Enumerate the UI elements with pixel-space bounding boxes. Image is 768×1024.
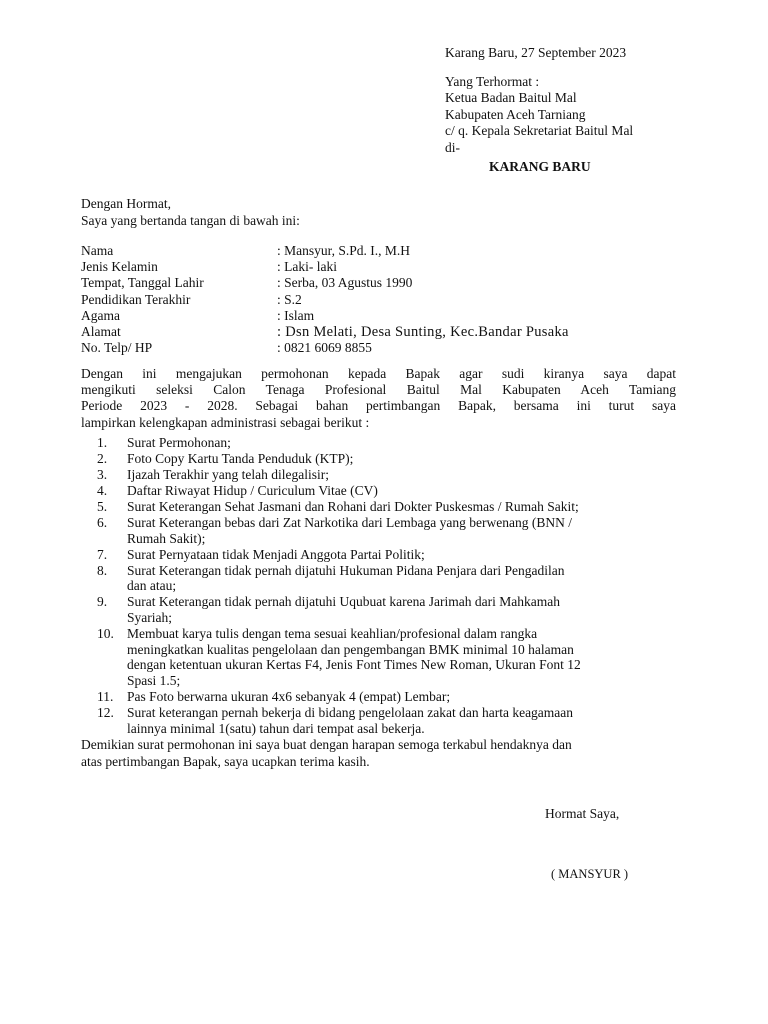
identity-value: : Dsn Melati, Desa Sunting, Kec.Bandar Pusaka (277, 323, 569, 340)
list-text: Ijazah Terakhir yang telah dilegalisir; (127, 467, 329, 482)
list-item (97, 499, 677, 515)
identity-value: : 0821 6069 8855 (277, 340, 372, 356)
list-text: Surat keterangan pernah bekerja di bidang pengelolaan zakat dan harta keagamaan (127, 704, 574, 720)
list-item (97, 626, 677, 689)
identity-value: : S.2 (277, 291, 302, 307)
signature-greeting: Hormat Saya, (545, 806, 620, 821)
body-paragraph (81, 366, 676, 431)
list-text: Pas Foto berwarna ukuran 4x6 sebanyak 4 (empat) Lembar; (127, 688, 451, 704)
identity-row (81, 308, 701, 324)
recipient-line: c/ q. Kepala Sekretariat Baitul Mal (445, 123, 634, 138)
closing-line: Demikian surat permohonan ini saya buat dengan harapan semoga terkabul hendaknya dan (81, 737, 572, 752)
identity-label: Nama (81, 243, 114, 258)
recipient-city: KARANG BARU (489, 159, 591, 174)
identity-row (81, 243, 701, 259)
list-text: Surat Keterangan Sehat Jasmani dan Rohani dari Dokter Puskesmas / Rumah Sakit; (127, 499, 579, 514)
list-item (97, 705, 677, 737)
list-number: 9. (97, 594, 108, 610)
identity-row (81, 340, 701, 356)
recipient-line: Ketua Badan Baitul Mal (445, 90, 577, 105)
list-item (97, 689, 677, 705)
list-number: 2. (97, 451, 108, 466)
list-number: 3. (97, 467, 108, 482)
identity-label: Pendidikan Terakhir (81, 291, 191, 307)
list-number: 8. (97, 562, 108, 578)
list-number: 6. (97, 515, 108, 530)
attachment-list (97, 435, 677, 737)
list-text: dan atau; (127, 578, 177, 594)
list-item (97, 515, 677, 547)
identity-label: Tempat, Tanggal Lahir (81, 275, 204, 291)
recipient-line: Kabupaten Aceh Tarniang (445, 106, 586, 122)
closing-paragraph (81, 737, 676, 770)
opening-block (81, 196, 681, 230)
recipient-block (445, 45, 745, 176)
list-text: Surat Permohonan; (127, 435, 231, 450)
list-text: Daftar Riwayat Hidup / Curiculum Vitae (CV) (127, 483, 378, 498)
salutation: Dengan Hormat, (81, 196, 171, 211)
list-number: 12. (97, 704, 114, 720)
recipient-line: di- (445, 139, 460, 155)
signature-name: ( MANSYUR ) (551, 867, 629, 881)
identity-row (81, 324, 701, 340)
list-text: Foto Copy Kartu Tanda Penduduk (KTP); (127, 451, 354, 466)
list-text: lainnya minimal 1(satu) tahun dari tempat asal bekerja. (127, 720, 425, 736)
list-item (97, 483, 677, 499)
letter-date: Karang Baru, 27 September 2023 (445, 45, 627, 60)
list-text: Surat Keterangan tidak pernah dijatuhi Hukuman Pidana Penjara dari Pengadilan (127, 562, 565, 578)
list-number: 11. (97, 688, 114, 704)
body-line: lampirkan kelengkapan administrasi sebagai berikut : (81, 414, 370, 430)
closing-line: atas pertimbangan Bapak, saya ucapkan terima kasih. (81, 753, 370, 769)
list-item (97, 563, 677, 595)
identity-label: No. Telp/ HP (81, 340, 153, 356)
body-line: mengikuti seleksi Calon Tenaga Profesional Baitul Mal Kabupaten Aceh Tamiang (81, 382, 676, 398)
list-text: Surat Keterangan bebas dari Zat Narkotika dari Lembaga yang berwenang (BNN / (127, 515, 572, 530)
identity-label: Jenis Kelamin (81, 259, 158, 275)
list-item (97, 435, 677, 451)
body-line: Dengan ini mengajukan permohonan kepada Bapak agar sudi kiranya saya dapat (81, 366, 676, 381)
list-number: 1. (97, 435, 108, 450)
identity-value: : Serba, 03 Agustus 1990 (277, 275, 413, 291)
list-number: 7. (97, 546, 108, 562)
list-text: Membuat karya tulis dengan tema sesuai keahlian/profesional dalam rangka (127, 625, 538, 641)
list-text: Spasi 1.5; (127, 673, 181, 689)
recipient-line: Yang Terhormat : (445, 73, 540, 89)
list-text: dengan ketentuan ukuran Kertas F4, Jenis Font Times New Roman, Ukuran Font 12 (127, 657, 581, 673)
list-text: meningkatkan kualitas pengelolaan dan pengembangan BMK minimal 10 halaman (127, 641, 574, 657)
identity-row (81, 292, 701, 308)
identity-value: : Islam (277, 307, 315, 323)
list-text: Surat Pernyataan tidak Menjadi Anggota Partai Politik; (127, 546, 425, 562)
list-text: Rumah Sakit); (127, 530, 206, 546)
list-text: Surat Keterangan tidak pernah dijatuhi Uqubuat karena Jarimah dari Mahkamah (127, 594, 560, 610)
identity-row (81, 259, 701, 275)
identity-value: : Laki- laki (277, 259, 337, 275)
list-number: 4. (97, 483, 108, 498)
list-number: 10. (97, 625, 114, 641)
identity-row (81, 275, 701, 291)
identity-table (81, 243, 701, 356)
intro-text: Saya yang bertanda tangan di bawah ini: (81, 213, 300, 228)
list-item (97, 467, 677, 483)
body-line: Periode 2023 - 2028. Sebagai bahan pertimbangan Bapak, bersama ini turut saya (81, 398, 676, 414)
identity-label: Agama (81, 307, 120, 323)
list-item (97, 451, 677, 467)
list-item (97, 594, 677, 626)
identity-label: Alamat (81, 323, 121, 339)
list-text: Syariah; (127, 609, 172, 625)
identity-value: : Mansyur, S.Pd. I., M.H (277, 243, 410, 258)
list-number: 5. (97, 499, 108, 514)
list-item (97, 547, 677, 563)
